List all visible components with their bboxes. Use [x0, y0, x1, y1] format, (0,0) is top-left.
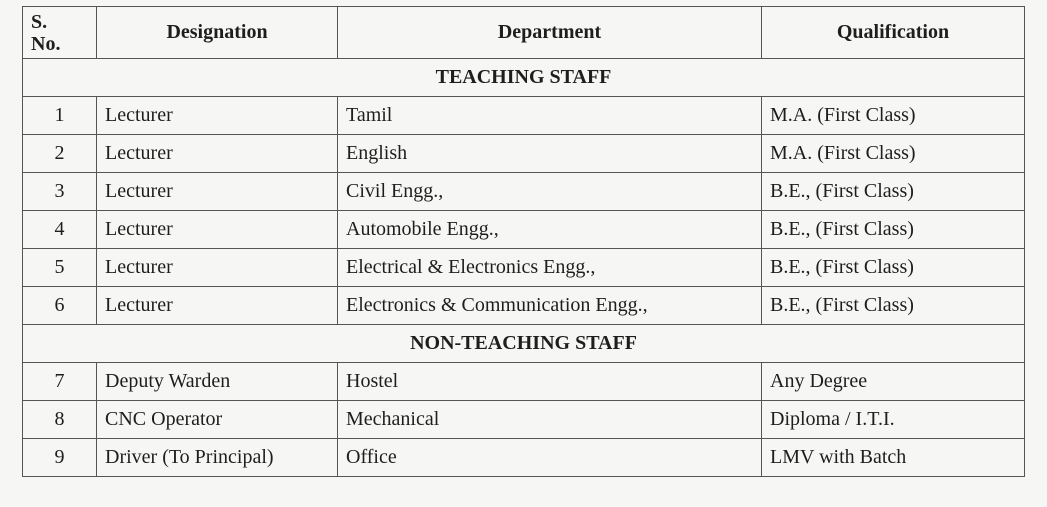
section-header-row	[23, 325, 1025, 363]
designation-cell: Lecturer	[97, 97, 338, 135]
qualification-cell: B.E., (First Class)	[762, 173, 1025, 211]
table-row	[23, 287, 1025, 325]
staff-table	[22, 6, 1025, 477]
serial-number-cell: 9	[23, 439, 97, 477]
table-row	[23, 173, 1025, 211]
qualification-cell: LMV with Batch	[762, 439, 1025, 477]
table-row	[23, 363, 1025, 401]
qualification-cell: Any Degree	[762, 363, 1025, 401]
serial-number-cell: 1	[23, 97, 97, 135]
header-designation: Designation	[97, 7, 338, 59]
designation-cell: Lecturer	[97, 249, 338, 287]
serial-number-cell: 8	[23, 401, 97, 439]
department-cell: English	[338, 135, 762, 173]
section-title: TEACHING STAFF	[23, 59, 1025, 97]
table-row	[23, 135, 1025, 173]
table-row	[23, 249, 1025, 287]
department-cell: Hostel	[338, 363, 762, 401]
table-row	[23, 97, 1025, 135]
department-cell: Electronics & Communication Engg.,	[338, 287, 762, 325]
serial-number-cell: 6	[23, 287, 97, 325]
table-body	[23, 59, 1025, 477]
department-cell: Electrical & Electronics Engg.,	[338, 249, 762, 287]
serial-number-cell: 7	[23, 363, 97, 401]
header-row	[23, 7, 1025, 59]
serial-number-cell: 2	[23, 135, 97, 173]
header-sno	[23, 7, 97, 59]
designation-cell: Lecturer	[97, 287, 338, 325]
section-header-row	[23, 59, 1025, 97]
serial-number-cell: 3	[23, 173, 97, 211]
qualification-cell: B.E., (First Class)	[762, 287, 1025, 325]
qualification-cell: B.E., (First Class)	[762, 211, 1025, 249]
department-cell: Automobile Engg.,	[338, 211, 762, 249]
qualification-cell: M.A. (First Class)	[762, 97, 1025, 135]
table-row	[23, 401, 1025, 439]
qualification-cell: M.A. (First Class)	[762, 135, 1025, 173]
header-sno-line2: No.	[31, 32, 61, 55]
serial-number-cell: 5	[23, 249, 97, 287]
department-cell: Civil Engg.,	[338, 173, 762, 211]
header-department: Department	[338, 7, 762, 59]
header-sno-line1: S.	[31, 10, 48, 33]
designation-cell: Deputy Warden	[97, 363, 338, 401]
department-cell: Tamil	[338, 97, 762, 135]
designation-cell: Driver (To Principal)	[97, 439, 338, 477]
serial-number-cell: 4	[23, 211, 97, 249]
designation-cell: Lecturer	[97, 211, 338, 249]
header-qualification: Qualification	[762, 7, 1025, 59]
qualification-cell: Diploma / I.T.I.	[762, 401, 1025, 439]
department-cell: Mechanical	[338, 401, 762, 439]
designation-cell: Lecturer	[97, 173, 338, 211]
qualification-cell: B.E., (First Class)	[762, 249, 1025, 287]
department-cell: Office	[338, 439, 762, 477]
section-title: NON-TEACHING STAFF	[23, 325, 1025, 363]
table-row	[23, 211, 1025, 249]
table-row	[23, 439, 1025, 477]
designation-cell: Lecturer	[97, 135, 338, 173]
designation-cell: CNC Operator	[97, 401, 338, 439]
